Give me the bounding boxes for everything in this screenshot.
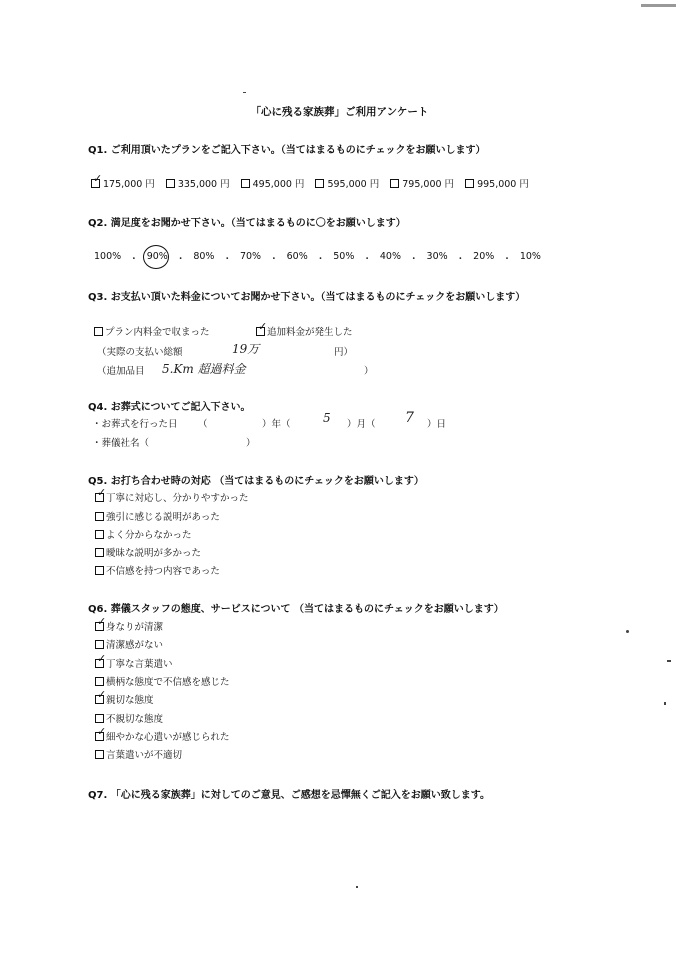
q6-option[interactable]: ✓ 細やかな心遣いが感じられた xyxy=(97,724,230,743)
plan-option[interactable]: 335,000 円 xyxy=(166,176,230,190)
satisfaction-option[interactable]: 50% xyxy=(333,251,355,262)
q6-option[interactable]: 言葉遣いが不適切 xyxy=(95,747,182,761)
q4-month-close: ）月（ xyxy=(347,419,376,430)
q2-satisfaction-scale: 100% ・ 90% ・ 80% ・ 70% ・ 60% ・ 50% ・ 40% ・ 30% ・ 20% ・ 10% xyxy=(94,251,541,265)
checkbox[interactable] xyxy=(95,714,104,723)
q3-items-label: （追加品目 xyxy=(97,366,145,377)
q3-items-value[interactable]: 5.Km 超過料金 xyxy=(162,362,246,376)
q6-option[interactable]: 横柄な態度で不信感を感じた xyxy=(95,674,230,688)
checkbox[interactable] xyxy=(95,677,104,686)
satisfaction-option[interactable]: 80% xyxy=(193,251,215,262)
q6-heading: Q6. 葬儀スタッフの態度、サービスについて （当てはまるものにチェックをお願いします） xyxy=(88,604,504,615)
check-mark-icon: ✓ xyxy=(97,724,107,738)
checkbox[interactable] xyxy=(95,512,104,521)
plan-option[interactable]: ✓ 175,000 円 xyxy=(93,171,155,190)
q3-items-close: ） xyxy=(364,366,374,377)
checkbox[interactable] xyxy=(390,179,399,188)
checkbox[interactable] xyxy=(95,750,104,759)
q5-option[interactable]: 曖昧な説明が多かった xyxy=(95,545,201,559)
checkbox-checked[interactable] xyxy=(95,651,107,668)
plan-option[interactable]: 495,000 円 xyxy=(241,176,305,190)
q6-option[interactable]: 不親切な態度 xyxy=(95,711,163,725)
checkbox-checked[interactable] xyxy=(95,687,107,704)
check-mark-icon: ✓ xyxy=(97,485,107,499)
q5-option[interactable]: ✓ 丁寧に対応し、分かりやすかった xyxy=(97,485,249,504)
check-mark-icon: ✓ xyxy=(97,614,107,628)
checkbox[interactable] xyxy=(166,179,175,188)
q6-option[interactable]: 清潔感がない xyxy=(95,637,163,651)
q3-heading: Q3. お支払い頂いた料金についてお聞かせ下さい。（当てはまるものにチェックをお願いします） xyxy=(88,292,526,303)
q6-option[interactable]: ✓ 親切な態度 xyxy=(97,687,154,706)
hand-drawn-circle-icon xyxy=(143,245,169,269)
q5-option[interactable]: よく分からなかった xyxy=(95,527,192,541)
satisfaction-option[interactable]: 60% xyxy=(286,251,308,262)
checkbox[interactable] xyxy=(95,530,104,539)
q3-total-unit: 円） xyxy=(334,347,354,358)
q3-option-extra[interactable]: ✓ 追加料金が発生した xyxy=(258,319,353,338)
plan-option[interactable]: 795,000 円 xyxy=(390,176,454,190)
q2-heading: Q2. 満足度をお聞かせ下さい。（当てはまるものに〇をお願いします） xyxy=(88,218,406,229)
satisfaction-option[interactable]: 10% xyxy=(519,251,541,262)
q5-option[interactable]: 強引に感じる説明があった xyxy=(95,509,220,523)
plan-option[interactable]: 595,000 円 xyxy=(315,176,379,190)
q5-heading: Q5. お打ち合わせ時の対応 （当てはまるものにチェックをお願いします） xyxy=(88,476,424,487)
checkbox[interactable] xyxy=(95,566,104,575)
check-mark-icon: ✓ xyxy=(258,319,268,333)
satisfaction-option[interactable]: 40% xyxy=(379,251,402,262)
q3-total-value[interactable]: 19万 xyxy=(232,342,260,356)
satisfaction-option[interactable]: 100% xyxy=(94,251,122,262)
survey-title: 「心に残る家族葬」ご利用アンケート xyxy=(250,106,429,118)
checkbox[interactable] xyxy=(94,327,103,336)
check-mark-icon: ✓ xyxy=(97,687,107,701)
q1-plan-options xyxy=(91,171,529,190)
q4-day-close: ）日 xyxy=(427,419,447,430)
scan-speck xyxy=(664,702,666,705)
check-mark-icon: ✓ xyxy=(97,651,107,665)
scan-speck xyxy=(667,660,671,662)
scan-speck xyxy=(356,886,358,888)
q6-option[interactable]: ✓ 身なりが清潔 xyxy=(97,614,164,633)
q4-heading: Q4. お葬式についてご記入下さい。 xyxy=(88,402,251,413)
check-mark-icon: ✓ xyxy=(93,171,103,185)
checkbox[interactable] xyxy=(315,179,324,188)
q4-year-open: （ xyxy=(198,419,208,430)
checkbox-checked[interactable] xyxy=(95,614,107,631)
q4-company-label: ・葬儀社名（ xyxy=(92,438,150,449)
q5-option[interactable]: 不信感を持つ内容であった xyxy=(95,563,220,577)
checkbox[interactable] xyxy=(95,640,104,649)
checkbox-checked[interactable] xyxy=(95,724,107,741)
scan-speck xyxy=(626,630,629,633)
checkbox[interactable] xyxy=(465,179,474,188)
q7-heading: Q7. 「心に残る家族葬」に対してのご意見、ご感想を忌憚無くご記入をお願い致します。 xyxy=(88,790,490,801)
satisfaction-option-selected[interactable]: 90% xyxy=(147,251,168,265)
satisfaction-option[interactable]: 30% xyxy=(426,251,448,262)
plan-option[interactable]: 995,000 円 xyxy=(465,176,529,190)
q4-day-value[interactable]: 7 xyxy=(405,410,414,426)
q3-option-plan[interactable]: プラン内料金で収まった xyxy=(94,324,210,338)
checkbox-checked[interactable] xyxy=(95,485,107,502)
checkbox[interactable] xyxy=(241,179,250,188)
satisfaction-option[interactable]: 20% xyxy=(473,251,495,262)
q4-company-close: ） xyxy=(246,438,256,449)
q1-heading: Q1. ご利用頂いたプランをご記入下さい。（当てはまるものにチェックをお願いします） xyxy=(88,145,486,156)
checkbox-checked[interactable] xyxy=(91,171,103,188)
q3-total-label: （実際の支払い総額 xyxy=(97,347,183,358)
q4-date-label: ・お葬式を行った日 xyxy=(92,419,178,430)
checkbox[interactable] xyxy=(95,548,104,557)
satisfaction-option[interactable]: 70% xyxy=(239,251,262,262)
checkbox-checked[interactable] xyxy=(256,319,268,336)
scan-speck xyxy=(641,4,676,7)
q4-year-close: ）年（ xyxy=(262,419,291,430)
q6-option[interactable]: ✓ 丁寧な言葉遣い xyxy=(97,651,173,670)
scan-speck xyxy=(243,92,246,93)
q4-month-value[interactable]: 5 xyxy=(323,411,331,425)
